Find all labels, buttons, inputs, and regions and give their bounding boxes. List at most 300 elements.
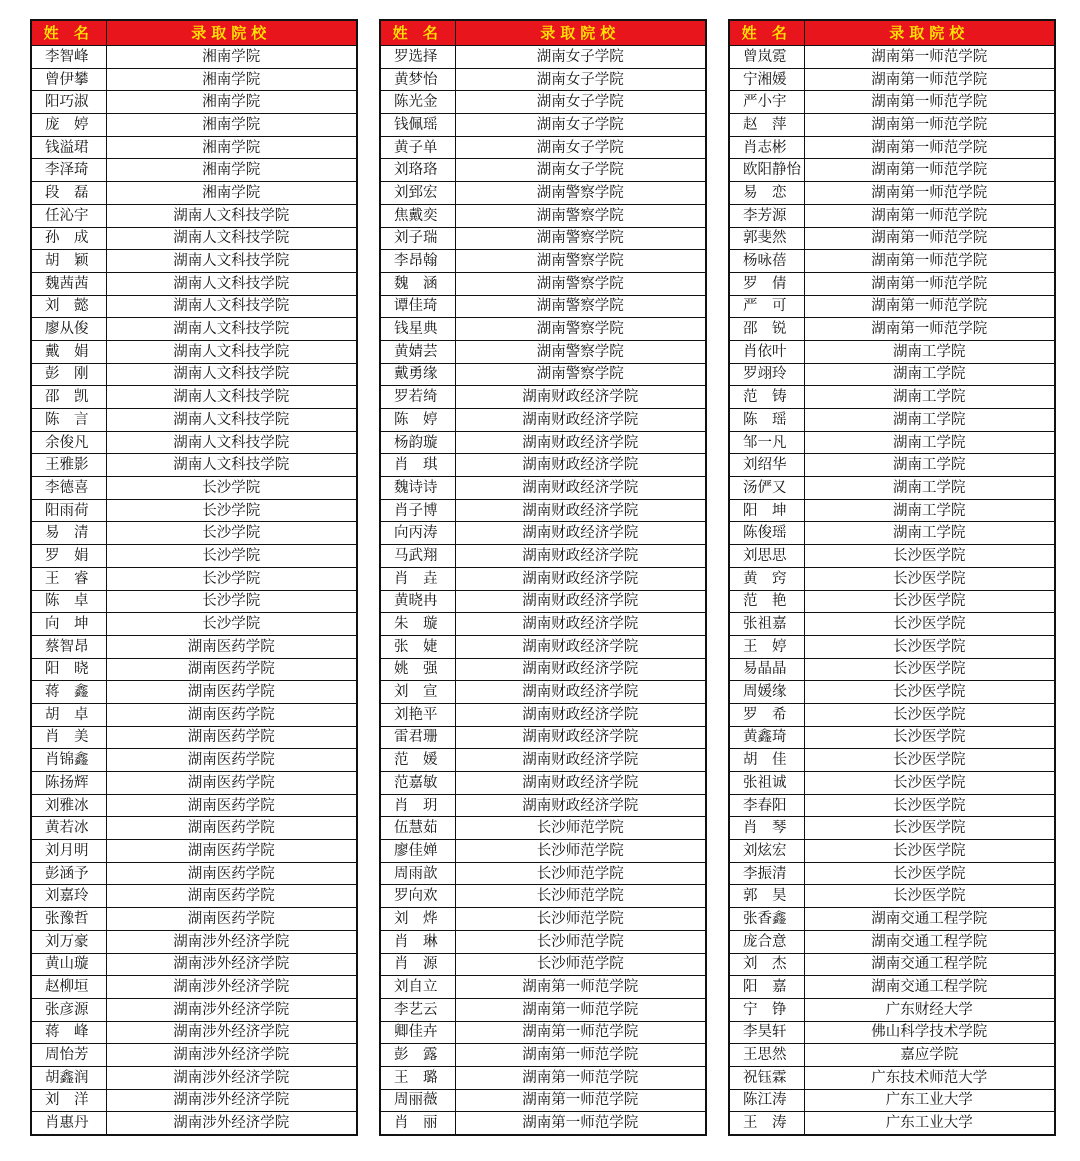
admitted-school: 湖南第一师范学院 (804, 204, 1055, 227)
table-row (31, 635, 357, 658)
table-row (380, 953, 706, 976)
student-name: 肖志彬 (729, 136, 804, 159)
student-name: 周怡芳 (31, 1044, 106, 1067)
table-row (729, 635, 1055, 658)
table-row (380, 295, 706, 318)
table-row (729, 885, 1055, 908)
table-row (729, 477, 1055, 500)
table-row (31, 522, 357, 545)
admitted-school: 长沙医学院 (804, 726, 1055, 749)
student-name: 罗 希 (729, 703, 804, 726)
admitted-school: 湖南第一师范学院 (804, 68, 1055, 91)
admitted-school: 湖南第一师范学院 (804, 136, 1055, 159)
student-name: 王 璐 (380, 1066, 455, 1089)
student-name: 刘 烨 (380, 908, 455, 931)
admitted-school: 湖南财政经济学院 (455, 409, 706, 432)
student-name: 刘郅宏 (380, 182, 455, 205)
table-row (31, 250, 357, 273)
student-name: 郭斐然 (729, 227, 804, 250)
admitted-school: 湖南人文科技学院 (106, 250, 357, 273)
table-row (31, 885, 357, 908)
admitted-school: 湖南交通工程学院 (804, 976, 1055, 999)
student-name: 刘自立 (380, 976, 455, 999)
student-name: 邵 锐 (729, 318, 804, 341)
admitted-school: 湖南第一师范学院 (804, 182, 1055, 205)
admitted-school: 广东技术师范大学 (804, 1066, 1055, 1089)
table-row (380, 545, 706, 568)
student-name: 魏诗诗 (380, 477, 455, 500)
student-name: 雷君珊 (380, 726, 455, 749)
table-row (729, 136, 1055, 159)
student-name: 蔡智昂 (31, 635, 106, 658)
student-name: 刘 洋 (31, 1089, 106, 1112)
table-row (380, 477, 706, 500)
student-name: 范 艳 (729, 590, 804, 613)
admitted-school: 湖南工学院 (804, 409, 1055, 432)
header-school: 录取院校 (804, 20, 1055, 46)
table-row (729, 272, 1055, 295)
table-row (31, 998, 357, 1021)
table-row (729, 499, 1055, 522)
admitted-school: 长沙学院 (106, 522, 357, 545)
table-row (380, 159, 706, 182)
student-name: 钱佩瑶 (380, 114, 455, 137)
table-row (380, 749, 706, 772)
table-row (729, 68, 1055, 91)
student-name: 李德喜 (31, 477, 106, 500)
table-row (31, 976, 357, 999)
student-name: 李智峰 (31, 46, 106, 69)
student-name: 汤俨又 (729, 477, 804, 500)
table-row (31, 681, 357, 704)
admitted-school: 湖南第一师范学院 (455, 1089, 706, 1112)
table-row (31, 91, 357, 114)
table-row (31, 613, 357, 636)
student-name: 戴 娟 (31, 340, 106, 363)
admitted-school: 湖南女子学院 (455, 136, 706, 159)
student-name: 魏 涵 (380, 272, 455, 295)
admitted-school: 湘南学院 (106, 159, 357, 182)
table-row (31, 1021, 357, 1044)
admitted-school: 湖南女子学院 (455, 159, 706, 182)
student-name: 张祖嘉 (729, 613, 804, 636)
admitted-school: 湖南工学院 (804, 477, 1055, 500)
student-name: 刘艳平 (380, 703, 455, 726)
table-row (31, 454, 357, 477)
admitted-school: 湖南人文科技学院 (106, 409, 357, 432)
table-row (729, 114, 1055, 137)
admitted-school: 长沙医学院 (804, 681, 1055, 704)
student-name: 宁 铮 (729, 998, 804, 1021)
student-name: 陈俊瑶 (729, 522, 804, 545)
admitted-school: 湖南财政经济学院 (455, 794, 706, 817)
student-name: 肖 琳 (380, 930, 455, 953)
table-row (31, 272, 357, 295)
admitted-school: 湖南警察学院 (455, 295, 706, 318)
student-name: 黄若冰 (31, 817, 106, 840)
admitted-school: 长沙师范学院 (455, 908, 706, 931)
table-row (31, 772, 357, 795)
student-name: 严 可 (729, 295, 804, 318)
table-row (31, 159, 357, 182)
admitted-school: 长沙医学院 (804, 817, 1055, 840)
table-row (729, 363, 1055, 386)
table-row (31, 908, 357, 931)
student-name: 肖 源 (380, 953, 455, 976)
student-name: 胡 佳 (729, 749, 804, 772)
student-name: 罗 娟 (31, 545, 106, 568)
table-row (380, 567, 706, 590)
student-name: 陈 言 (31, 409, 106, 432)
admitted-school: 湖南财政经济学院 (455, 454, 706, 477)
table-row (31, 114, 357, 137)
table-row (729, 182, 1055, 205)
student-name: 陈 婷 (380, 409, 455, 432)
table-row (380, 522, 706, 545)
table-row (380, 272, 706, 295)
admitted-school: 湖南第一师范学院 (804, 227, 1055, 250)
header-school: 录取院校 (106, 20, 357, 46)
table-row (380, 340, 706, 363)
student-name: 易 清 (31, 522, 106, 545)
student-name: 余俊凡 (31, 431, 106, 454)
student-name: 李泽琦 (31, 159, 106, 182)
student-name: 罗向欢 (380, 885, 455, 908)
student-name: 陈光金 (380, 91, 455, 114)
table-row (31, 182, 357, 205)
student-name: 罗翊玲 (729, 363, 804, 386)
admitted-school: 湖南女子学院 (455, 91, 706, 114)
admitted-school: 湖南人文科技学院 (106, 204, 357, 227)
student-name: 赵柳垣 (31, 976, 106, 999)
student-name: 郭 昊 (729, 885, 804, 908)
admitted-school: 湖南医药学院 (106, 794, 357, 817)
student-name: 王 涛 (729, 1112, 804, 1135)
admitted-school: 湖南工学院 (804, 454, 1055, 477)
admitted-school: 长沙师范学院 (455, 930, 706, 953)
table-row (31, 862, 357, 885)
admitted-school: 湖南第一师范学院 (804, 91, 1055, 114)
admitted-school: 长沙师范学院 (455, 953, 706, 976)
student-name: 范 铸 (729, 386, 804, 409)
student-name: 范 媛 (380, 749, 455, 772)
table-row (729, 703, 1055, 726)
student-name: 刘珞珞 (380, 159, 455, 182)
table-row (729, 726, 1055, 749)
admitted-school: 长沙医学院 (804, 840, 1055, 863)
table-row (729, 590, 1055, 613)
admitted-school: 湖南人文科技学院 (106, 227, 357, 250)
admitted-school: 湖南医药学院 (106, 885, 357, 908)
admitted-school: 湖南财政经济学院 (455, 545, 706, 568)
student-name: 朱 璇 (380, 613, 455, 636)
table-row (729, 1112, 1055, 1135)
student-name: 黄晓冉 (380, 590, 455, 613)
admitted-school: 长沙医学院 (804, 567, 1055, 590)
table-row (380, 998, 706, 1021)
admitted-school: 湖南警察学院 (455, 318, 706, 341)
student-name: 赵 萍 (729, 114, 804, 137)
student-name: 刘思思 (729, 545, 804, 568)
admitted-school: 湖南工学院 (804, 522, 1055, 545)
admitted-school: 长沙师范学院 (455, 817, 706, 840)
table-row (729, 658, 1055, 681)
admitted-school: 湖南财政经济学院 (455, 772, 706, 795)
admitted-school: 湖南财政经济学院 (455, 386, 706, 409)
student-name: 任沁宇 (31, 204, 106, 227)
admitted-school: 湖南财政经济学院 (455, 567, 706, 590)
student-name: 杨韵璇 (380, 431, 455, 454)
admitted-school: 湖南医药学院 (106, 658, 357, 681)
student-name: 李昊轩 (729, 1021, 804, 1044)
student-name: 谭佳琦 (380, 295, 455, 318)
student-name: 肖 琴 (729, 817, 804, 840)
admitted-school: 湖南财政经济学院 (455, 749, 706, 772)
student-name: 王 婷 (729, 635, 804, 658)
table-row (380, 182, 706, 205)
admitted-school: 湖南工学院 (804, 363, 1055, 386)
student-name: 陈扬辉 (31, 772, 106, 795)
student-name: 刘绍华 (729, 454, 804, 477)
admitted-school: 湖南人文科技学院 (106, 454, 357, 477)
table-row (31, 1112, 357, 1135)
admitted-school: 湖南警察学院 (455, 182, 706, 205)
admitted-school: 湖南工学院 (804, 431, 1055, 454)
student-name: 陈 卓 (31, 590, 106, 613)
admitted-school: 长沙学院 (106, 590, 357, 613)
admitted-school: 长沙医学院 (804, 703, 1055, 726)
admitted-school: 湖南医药学院 (106, 749, 357, 772)
admitted-school: 湖南女子学院 (455, 68, 706, 91)
student-name: 黄鑫琦 (729, 726, 804, 749)
table-row (729, 953, 1055, 976)
table-row (729, 386, 1055, 409)
admitted-school: 长沙学院 (106, 499, 357, 522)
admitted-school: 湖南警察学院 (455, 340, 706, 363)
table-row (31, 817, 357, 840)
admitted-school: 湖南人文科技学院 (106, 318, 357, 341)
header-name: 姓 名 (380, 20, 455, 46)
table-row (729, 91, 1055, 114)
student-name: 阳 坤 (729, 499, 804, 522)
admitted-school: 长沙医学院 (804, 794, 1055, 817)
table-row (729, 46, 1055, 69)
admitted-school: 湖南警察学院 (455, 272, 706, 295)
table-row (380, 658, 706, 681)
admitted-school: 湖南人文科技学院 (106, 431, 357, 454)
student-name: 陈江涛 (729, 1089, 804, 1112)
student-name: 罗选择 (380, 46, 455, 69)
student-name: 庞 婷 (31, 114, 106, 137)
table-row (729, 454, 1055, 477)
admitted-school: 湖南涉外经济学院 (106, 1066, 357, 1089)
admitted-school: 长沙医学院 (804, 772, 1055, 795)
table-row (380, 431, 706, 454)
student-name: 易晶晶 (729, 658, 804, 681)
table-row (380, 499, 706, 522)
admitted-school: 湖南第一师范学院 (455, 1021, 706, 1044)
table-row (380, 114, 706, 137)
table-row (729, 681, 1055, 704)
admitted-school: 湖南财政经济学院 (455, 499, 706, 522)
student-name: 胡 卓 (31, 703, 106, 726)
student-name: 卿佳卉 (380, 1021, 455, 1044)
table-row (31, 409, 357, 432)
student-name: 钱溢珺 (31, 136, 106, 159)
table-row (729, 794, 1055, 817)
admission-table-3 (728, 19, 1056, 1136)
admitted-school: 湖南医药学院 (106, 862, 357, 885)
header-school: 录取院校 (455, 20, 706, 46)
student-name: 廖佳婵 (380, 840, 455, 863)
admitted-school: 湖南医药学院 (106, 681, 357, 704)
table-row (729, 340, 1055, 363)
admitted-school: 长沙医学院 (804, 545, 1055, 568)
admitted-school: 湖南财政经济学院 (455, 590, 706, 613)
admitted-school: 长沙学院 (106, 613, 357, 636)
student-name: 张彦源 (31, 998, 106, 1021)
admitted-school: 湖南工学院 (804, 386, 1055, 409)
student-name: 伍慧茹 (380, 817, 455, 840)
admitted-school: 湖南第一师范学院 (455, 1044, 706, 1067)
student-name: 张祖诚 (729, 772, 804, 795)
admitted-school: 湖南人文科技学院 (106, 363, 357, 386)
student-name: 焦戴奕 (380, 204, 455, 227)
table-row (31, 318, 357, 341)
admitted-school: 湖南第一师范学院 (455, 998, 706, 1021)
student-name: 罗若绮 (380, 386, 455, 409)
table-row (31, 703, 357, 726)
admitted-school: 广东财经大学 (804, 998, 1055, 1021)
table-row (380, 136, 706, 159)
table-row (380, 454, 706, 477)
student-name: 刘雅冰 (31, 794, 106, 817)
table-row (380, 794, 706, 817)
table-row (31, 1066, 357, 1089)
student-name: 易 恋 (729, 182, 804, 205)
table-row (380, 1066, 706, 1089)
admitted-school: 湖南女子学院 (455, 114, 706, 137)
admitted-school: 湖南工学院 (804, 340, 1055, 363)
admission-table-1 (30, 19, 358, 1136)
header-name: 姓 名 (31, 20, 106, 46)
admitted-school: 长沙师范学院 (455, 885, 706, 908)
admitted-school: 湖南涉外经济学院 (106, 1089, 357, 1112)
table-row (31, 46, 357, 69)
admitted-school: 湘南学院 (106, 91, 357, 114)
admitted-school: 湖南工学院 (804, 499, 1055, 522)
table-row (729, 567, 1055, 590)
table-row (380, 363, 706, 386)
student-name: 王雅影 (31, 454, 106, 477)
table-row (380, 817, 706, 840)
admitted-school: 湖南第一师范学院 (804, 46, 1055, 69)
table-row (729, 1089, 1055, 1112)
table-row (31, 1044, 357, 1067)
admitted-school: 湖南人文科技学院 (106, 386, 357, 409)
student-name: 刘万豪 (31, 930, 106, 953)
admitted-school: 湖南医药学院 (106, 703, 357, 726)
table-row (380, 590, 706, 613)
table-row (729, 908, 1055, 931)
admitted-school: 湘南学院 (106, 136, 357, 159)
student-name: 刘 宣 (380, 681, 455, 704)
table-row (380, 726, 706, 749)
student-name: 肖锦鑫 (31, 749, 106, 772)
table-row (31, 840, 357, 863)
table-row (729, 840, 1055, 863)
admitted-school: 湖南第一师范学院 (804, 295, 1055, 318)
student-name: 肖依叶 (729, 340, 804, 363)
table-row (729, 817, 1055, 840)
admitted-school: 湖南医药学院 (106, 726, 357, 749)
admitted-school: 长沙医学院 (804, 862, 1055, 885)
table-row (380, 635, 706, 658)
table-row (31, 363, 357, 386)
student-name: 刘 杰 (729, 953, 804, 976)
table-row (729, 613, 1055, 636)
admitted-school: 长沙医学院 (804, 613, 1055, 636)
table-row (31, 930, 357, 953)
table-row (729, 1021, 1055, 1044)
student-name: 刘子瑞 (380, 227, 455, 250)
table-row (31, 726, 357, 749)
admitted-school: 长沙医学院 (804, 885, 1055, 908)
admitted-school: 湖南涉外经济学院 (106, 930, 357, 953)
student-name: 肖 琪 (380, 454, 455, 477)
student-name: 胡 颖 (31, 250, 106, 273)
student-name: 魏茜茜 (31, 272, 106, 295)
student-name: 肖子博 (380, 499, 455, 522)
table-row (31, 227, 357, 250)
student-name: 王思然 (729, 1044, 804, 1067)
table-row (729, 318, 1055, 341)
table-row (729, 431, 1055, 454)
student-name: 黄婧芸 (380, 340, 455, 363)
student-name: 周丽薇 (380, 1089, 455, 1112)
admitted-school: 广东工业大学 (804, 1089, 1055, 1112)
student-name: 肖 丽 (380, 1112, 455, 1135)
student-name: 戴勇缘 (380, 363, 455, 386)
table-row (380, 703, 706, 726)
table-row (380, 1089, 706, 1112)
table-row (380, 908, 706, 931)
student-name: 阳雨荷 (31, 499, 106, 522)
table-row (729, 1066, 1055, 1089)
student-name: 蒋 鑫 (31, 681, 106, 704)
admitted-school: 湖南交通工程学院 (804, 930, 1055, 953)
admitted-school: 湖南财政经济学院 (455, 635, 706, 658)
student-name: 范嘉敏 (380, 772, 455, 795)
student-name: 刘炫宏 (729, 840, 804, 863)
student-name: 张香鑫 (729, 908, 804, 931)
admitted-school: 湖南警察学院 (455, 250, 706, 273)
student-name: 廖从俊 (31, 318, 106, 341)
table-row (380, 1044, 706, 1067)
table-row (380, 862, 706, 885)
admitted-school: 湖南医药学院 (106, 635, 357, 658)
table-row (380, 681, 706, 704)
student-name: 黄梦怡 (380, 68, 455, 91)
table-row (380, 204, 706, 227)
admitted-school: 佛山科学技术学院 (804, 1021, 1055, 1044)
admitted-school: 湘南学院 (106, 114, 357, 137)
table-row (729, 227, 1055, 250)
table-row (31, 794, 357, 817)
admitted-school: 湖南第一师范学院 (804, 272, 1055, 295)
table-row (380, 227, 706, 250)
table-row (729, 545, 1055, 568)
